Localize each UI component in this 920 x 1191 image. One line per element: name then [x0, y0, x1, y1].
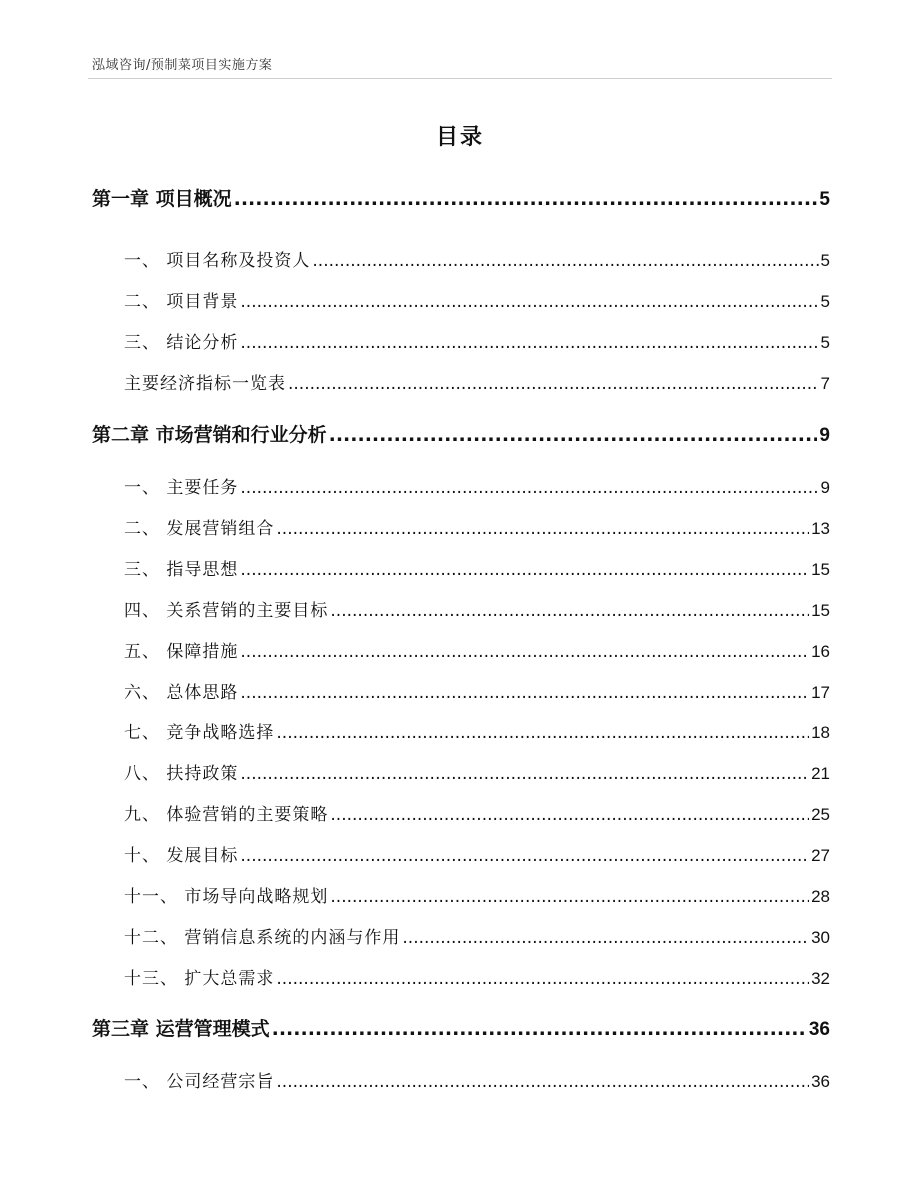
toc-entry-label: 八、 扶持政策: [124, 764, 239, 784]
toc-entry-label: 十二、 营销信息系统的内涵与作用: [124, 928, 401, 948]
toc-page-number: 36: [808, 1019, 830, 1040]
toc-entry-label: 二、 项目背景: [124, 292, 239, 312]
toc-entry-label: 一、 公司经营宗旨: [124, 1072, 275, 1092]
toc-section-1-2[interactable]: [92, 287, 830, 312]
toc-entry-label: 主要经济指标一览表: [124, 374, 286, 394]
toc-page-number: 15: [811, 601, 830, 620]
toc-dot-leader: [240, 560, 809, 580]
toc-page-number: 32: [811, 969, 830, 988]
toc-page-number: 21: [811, 764, 830, 783]
toc-page-number: 13: [811, 519, 830, 538]
toc-page-number: 7: [820, 374, 830, 393]
toc-entry-label: 三、 指导思想: [124, 560, 239, 580]
toc-section-1-table[interactable]: [92, 369, 830, 394]
toc-page-number: 5: [820, 251, 830, 270]
toc-section-2-6[interactable]: [92, 678, 830, 703]
toc-dot-leader: [234, 188, 818, 210]
toc-section-2-4[interactable]: [92, 596, 830, 621]
toc-entry-label: 十一、 市场导向战略规划: [124, 887, 329, 907]
toc-page-number: 25: [811, 805, 830, 824]
toc-page-number: 36: [811, 1072, 830, 1091]
toc-entry-label: 五、 保障措施: [124, 642, 239, 662]
toc-page-number: 9: [819, 425, 830, 446]
toc-page-number: 5: [819, 189, 830, 210]
toc-entry-label: 三、 结论分析: [124, 333, 239, 353]
toc-page-number: 17: [811, 683, 830, 702]
toc-entry-label: 第二章 市场营销和行业分析: [92, 424, 327, 446]
toc-entry-label: 二、 发展营销组合: [124, 519, 275, 539]
toc-section-2-7[interactable]: [92, 718, 830, 743]
toc-section-2-8[interactable]: [92, 759, 830, 784]
toc-page-number: 28: [811, 887, 830, 906]
toc-dot-leader: [312, 251, 818, 271]
running-header: 泓域咨询/预制菜项目实施方案: [92, 58, 273, 73]
toc-section-1-1[interactable]: [92, 246, 830, 271]
toc-dot-leader: [240, 292, 818, 312]
toc-entry-label: 九、 体验营销的主要策略: [124, 805, 329, 825]
toc-section-2-2[interactable]: [92, 514, 830, 539]
toc-entry-label: 一、 主要任务: [124, 478, 239, 498]
toc-dot-leader: [272, 1018, 807, 1040]
toc-chapter-3[interactable]: [92, 1014, 830, 1041]
toc-entry-label: 十三、 扩大总需求: [124, 969, 275, 989]
toc-entry-label: 十、 发展目标: [124, 846, 239, 866]
toc-dot-leader: [276, 969, 809, 989]
toc-section-2-9[interactable]: [92, 800, 830, 825]
toc-entry-label: 四、 关系营销的主要目标: [124, 601, 329, 621]
toc-dot-leader: [288, 374, 819, 394]
toc-dot-leader: [276, 723, 809, 743]
toc-dot-leader: [402, 928, 809, 948]
toc-section-2-13[interactable]: [92, 964, 830, 989]
toc-entry-label: 七、 竞争战略选择: [124, 723, 275, 743]
toc-page-number: 16: [811, 642, 830, 661]
toc-dot-leader: [240, 333, 818, 353]
toc-page-number: 27: [811, 846, 830, 865]
toc-section-2-12[interactable]: [92, 923, 830, 948]
toc-page-number: 9: [820, 478, 830, 497]
toc-dot-leader: [276, 1072, 809, 1092]
toc-section-2-10[interactable]: [92, 841, 830, 866]
toc-page-number: 15: [811, 560, 830, 579]
toc-dot-leader: [330, 887, 809, 907]
toc-page-number: 5: [820, 292, 830, 311]
toc-page-number: 30: [811, 928, 830, 947]
toc-dot-leader: [329, 424, 818, 446]
toc-entry-label: 第一章 项目概况: [92, 188, 232, 210]
toc-section-2-5[interactable]: [92, 637, 830, 662]
toc-section-1-3[interactable]: [92, 328, 830, 353]
toc-dot-leader: [330, 805, 809, 825]
page-title: 目录: [435, 125, 484, 150]
toc-page-number: 5: [820, 333, 830, 352]
toc-dot-leader: [240, 846, 809, 866]
toc-section-2-1[interactable]: [92, 473, 830, 498]
toc-entry-label: 一、 项目名称及投资人: [124, 251, 311, 271]
toc-section-2-3[interactable]: [92, 555, 830, 580]
toc-section-2-11[interactable]: [92, 882, 830, 907]
header-divider: [88, 78, 832, 79]
toc-page-number: 18: [811, 723, 830, 742]
toc-entry-label: 第三章 运营管理模式: [92, 1018, 270, 1040]
toc-dot-leader: [240, 683, 809, 703]
toc-dot-leader: [330, 601, 809, 621]
toc-section-3-1[interactable]: [92, 1067, 830, 1092]
toc-entry-label: 六、 总体思路: [124, 683, 239, 703]
toc-chapter-2[interactable]: [92, 420, 830, 447]
toc-chapter-1[interactable]: [92, 184, 830, 211]
toc-dot-leader: [240, 764, 809, 784]
toc-dot-leader: [240, 478, 818, 498]
toc-dot-leader: [240, 642, 809, 662]
toc-dot-leader: [276, 519, 809, 539]
